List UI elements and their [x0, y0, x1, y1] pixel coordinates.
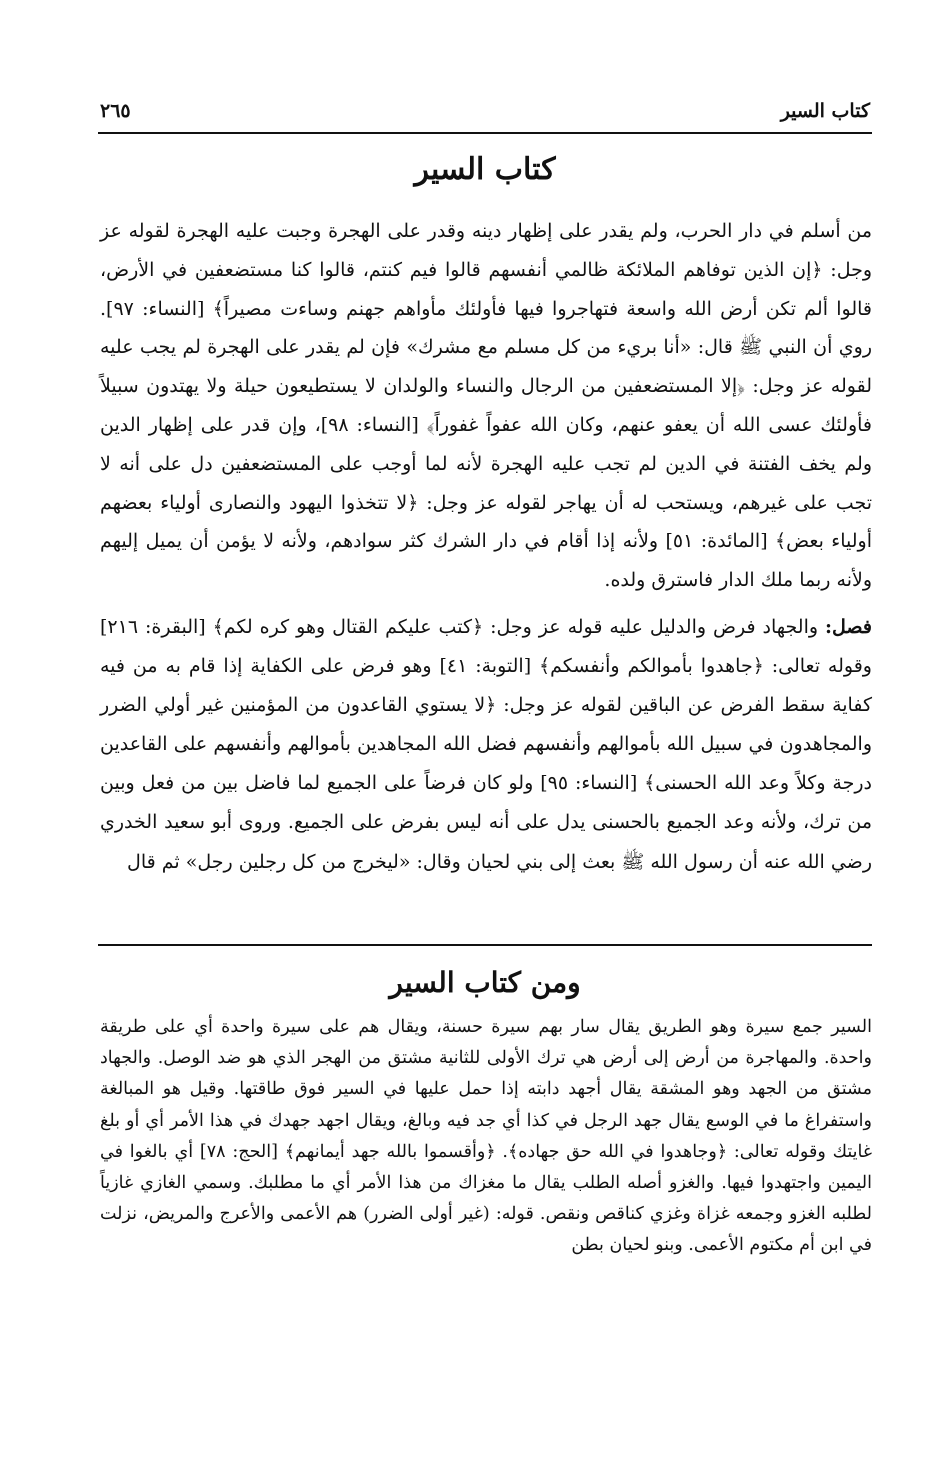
commentary-body — [100, 1012, 872, 1262]
commentary-title: ومن كتاب السير — [389, 966, 581, 999]
chapter-body — [100, 212, 872, 600]
section-divider — [98, 944, 872, 946]
paragraph-hijra: من أسلم في دار الحرب، ولم يقدر على إظهار دينه وقدر على الهجرة وجبت عليه الهجرة لقوله عز وجل: ﴿إن الذين توفاهم الملائكة ظالمي أنفسهم قالوا فيم كنتم، قالوا كنا مستضعفين في الأرض، قالوا ألم تكن أرض الله واسعة فتهاجروا فيها فأولئك مأواهم جهنم وساءت مصيراً﴾ [النساء: ٩٧]. روي أن النبي ﷺ قال: «أنا بريء من كل مسلم مع مشرك» فإن لم يقدر على الهجرة لم يجب عليه لقوله عز وجل: ﴿إلا المستضعفين من الرجال والنساء والولدان لا يستطيعون حيلة ولا يهتدون سبيلاً فأولئك عسى الله أن يعفو عنهم، وكان الله عفواً غفوراً﴾ [النساء: ٩٨]، وإن قدر على إظهار الدين ولم يخف الفتنة في الدين لم تجب عليه الهجرة لأنه لما أوجب على المستضعفين دل على أنه لا تجب على غيرهم، ويستحب له أن يهاجر لقوله عز وجل: ﴿لا تتخذوا اليهود والنصارى أولياء بعضهم أولياء بعض﴾ [المائدة: ٥١] ولأنه إذا أقام في دار الشرك كثر سوادهم، ولأنه لا يؤمن أن يميل إليهم ولأنه ربما ملك الدار فاسترق ولده. — [100, 220, 872, 592]
fasl-section — [100, 608, 872, 882]
fasl-text: والجهاد فرض والدليل عليه قوله عز وجل: ﴿كتب عليكم القتال وهو كره لكم﴾ [البقرة: ٢١٦] وقوله تعالى: ﴿جاهدوا بأموالكم وأنفسكم﴾ [التوبة: ٤١] وهو فرض على الكفاية إذا قام به من فيه كفاية سقط الفرض عن الباقين لقوله عز وجل: ﴿لا يستوي القاعدون من المؤمنين غير أولي الضرر والمجاهدون في سبيل الله بأموالهم وأنفسهم فضل الله المجاهدين بأموالهم وأنفسهم على القاعدين درجة وكلاً وعد الله الحسنى﴾ [النساء: ٩٥] ولو كان فرضاً على الجميع لما فاضل بين من فعل وبين من ترك، ولأنه وعد الجميع بالحسنى يدل على أنه ليس بفرض على الجميع. وروى أبو سعيد الخدري رضي الله عنه أن رسول الله ﷺ بعث إلى بني لحيان وقال: «ليخرج من كل رجلين رجل» ثم قال — [100, 616, 872, 873]
chapter-title: كتاب السير — [414, 152, 556, 187]
running-header — [100, 100, 870, 122]
fasl-label: فصل: — [825, 616, 872, 638]
header-divider — [98, 132, 872, 134]
running-header-title: كتاب السير — [780, 100, 870, 122]
paragraph-commentary: السير جمع سيرة وهو الطريق يقال سار بهم سيرة حسنة، ويقال هم على سيرة واحدة أي على طريقة واحدة. والمهاجرة من أرض إلى أرض هي ترك الأولى للثانية مشتق من الهجر الذي هو ضد الوصل. والجهاد مشتق من الجهد وهو المشقة يقال أجهد دابته إذا حمل عليها في السير فوق طاقتها. وقيل هو المبالغة واستفراغ ما في الوسع يقال جهد الرجل في كذا أي جد فيه وبالغ، ويقال اجهد جهدك في هذا الأمر أي أو بلغ غايتك وقوله تعالى: ﴿وجاهدوا في الله حق جهاده﴾. ﴿وأقسموا بالله جهد أيمانهم﴾ [الحج: ٧٨] أي بالغوا في اليمين واجتهدوا فيها. والغزو أصله الطلب يقال ما مغزاك من هذا الأمر أي ما مطلبك. وسمي الغازي غازياً لطلبه الغزو وجمعه غزاة وغزي كناقص ونقص. قوله: (غير أولى الضرر) هم الأعمى والأعرج والمريض، نزلت في ابن أم مكتوم الأعمى. وبنو لحيان بطن — [100, 1017, 872, 1256]
page-number: ٢٦٥ — [100, 100, 131, 122]
paragraph-jihad — [100, 608, 872, 882]
